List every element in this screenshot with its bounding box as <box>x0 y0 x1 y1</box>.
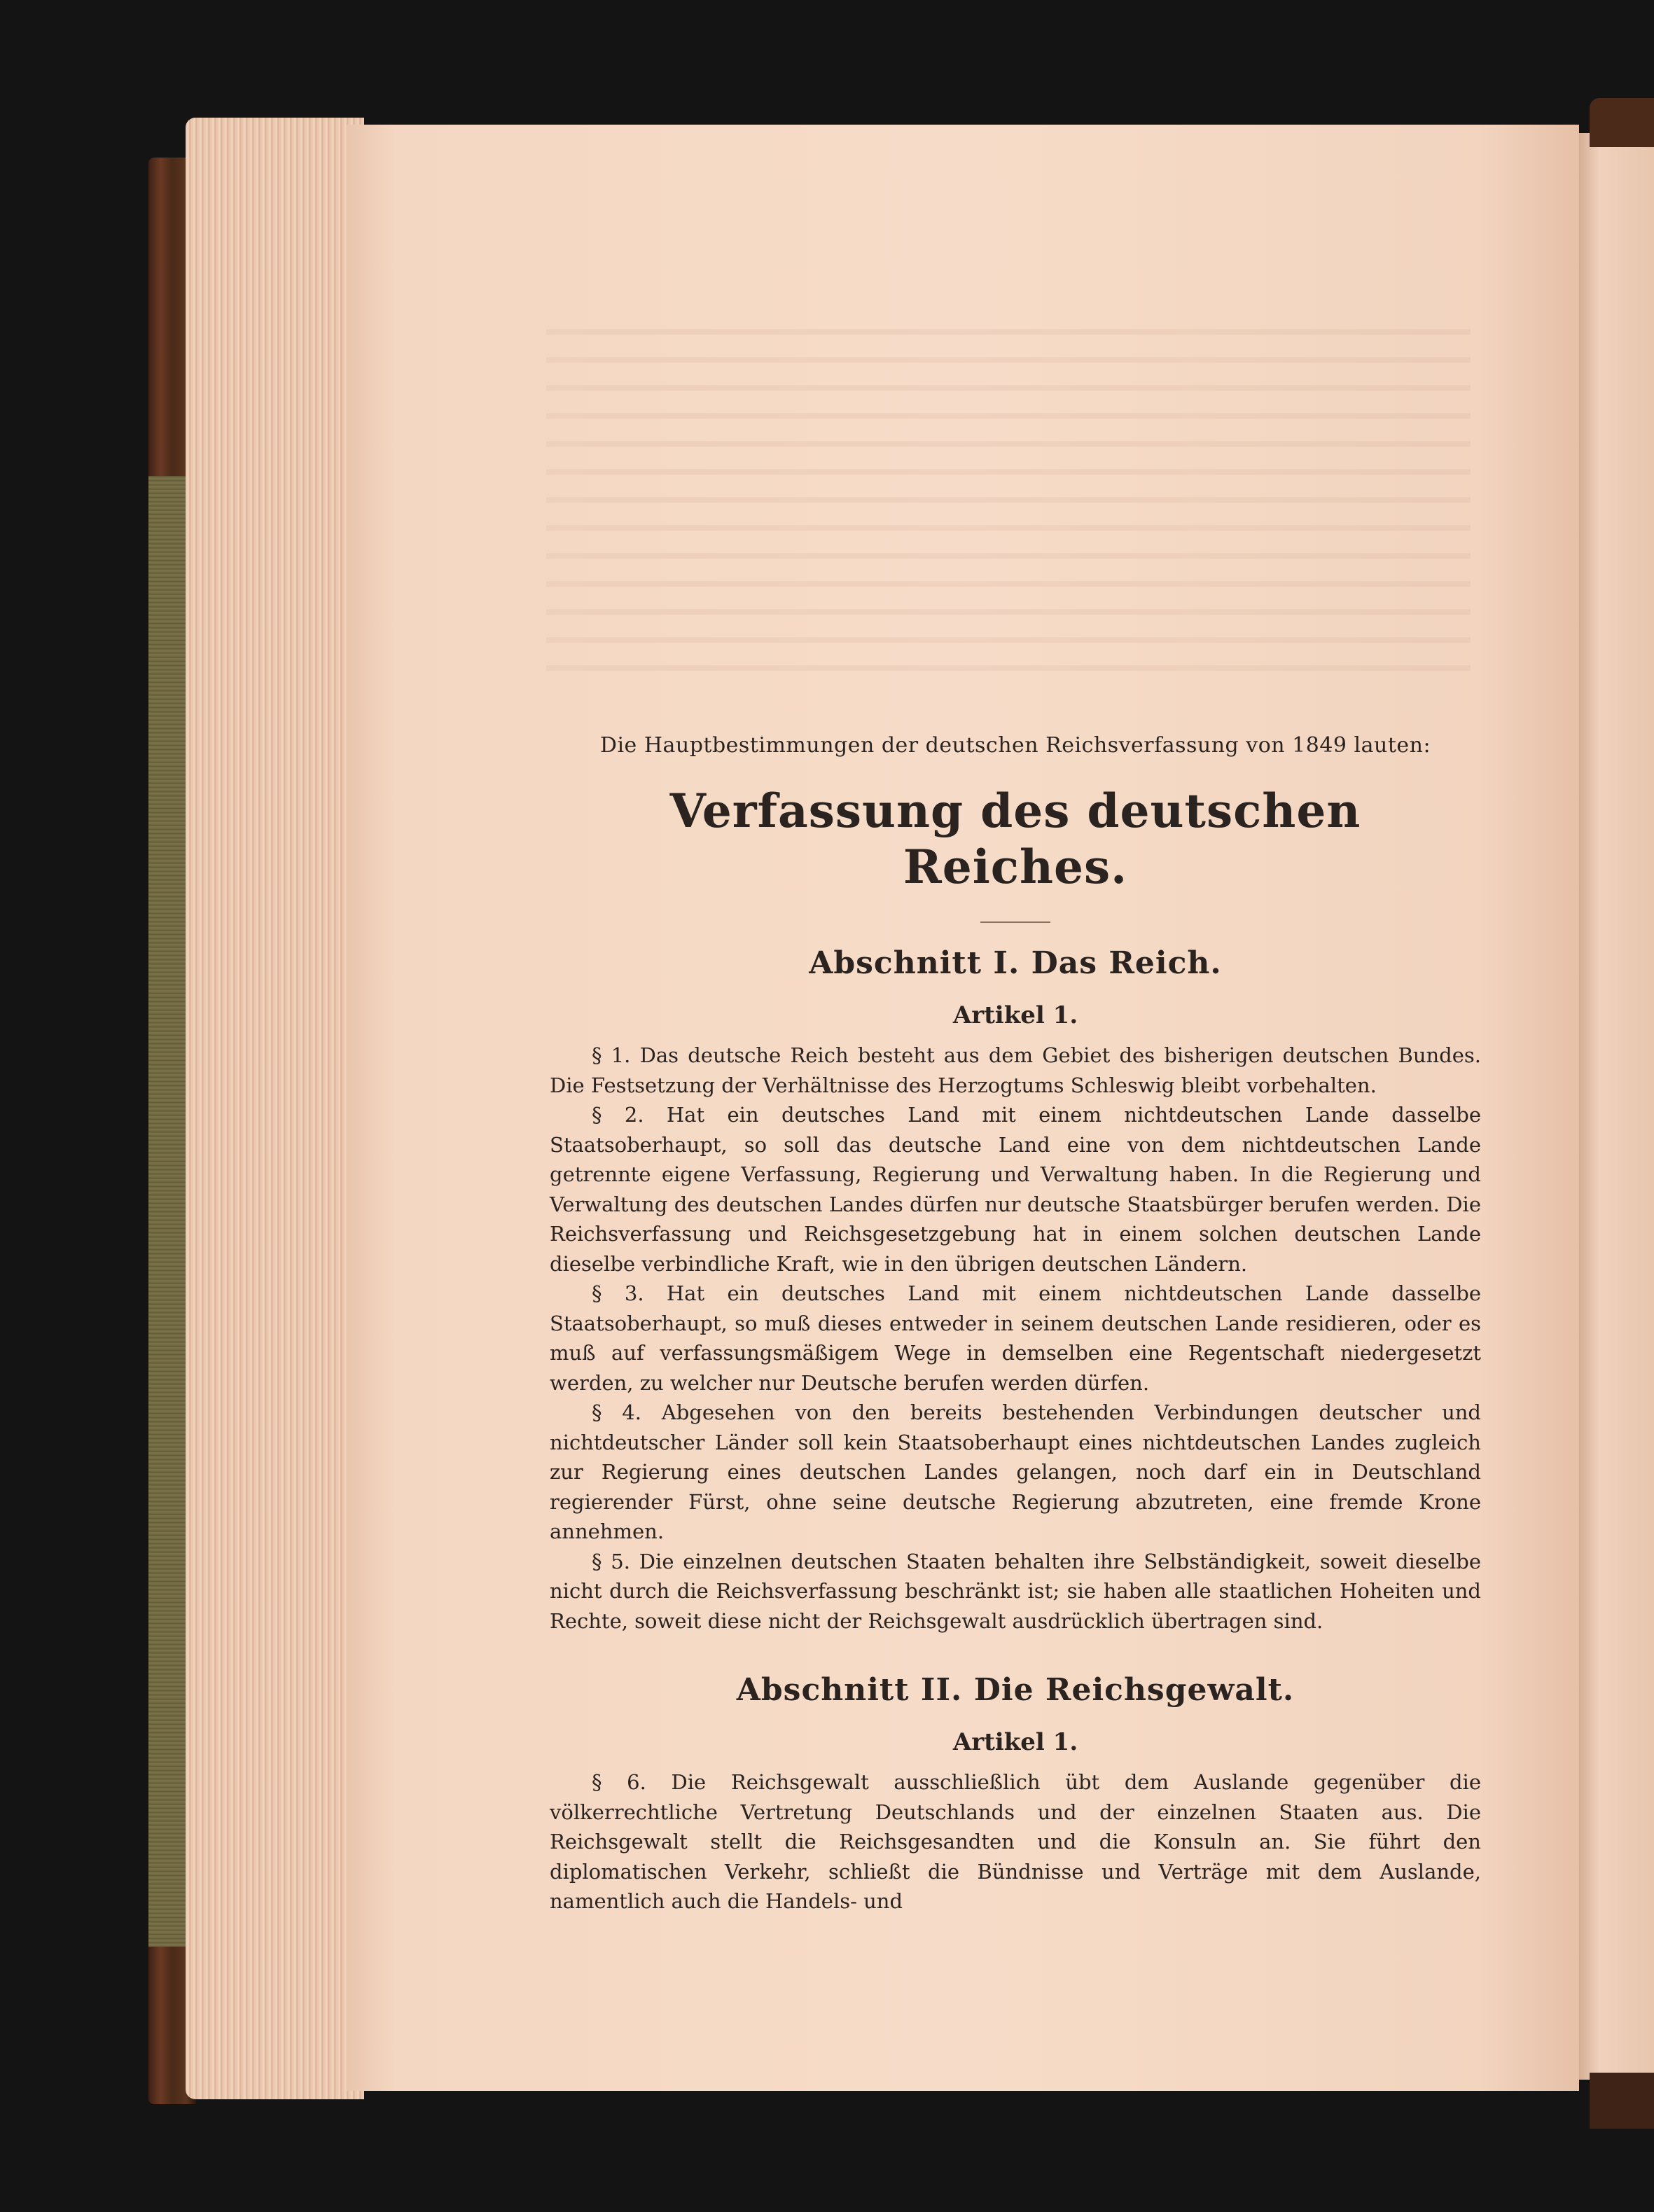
cover-corner-top <box>1590 98 1654 147</box>
page-content <box>550 728 1481 1917</box>
paragraph-2: § 2. Hat ein deutsches Land mit einem nichtdeutschen Lande dasselbe Staatsoberhaupt, so soll das deutsche Land eine von dem nichtdeutschen Lande getrennte eigene Verfassung, Regierung und Verwaltung haben. In die Regierung und Verwaltung des deutschen Landes dürfen nur deutsche Staatsbürger berufen werden. Die Reichsverfassung und Reichsgesetzgebung hat in einem solchen deutschen Lande dieselbe verbindliche Kraft, wie in den übrigen deutschen Ländern. <box>550 1103 1481 1276</box>
paragraph-4: § 4. Abgesehen von den bereits bestehenden Verbindungen deutscher und nichtdeutscher Länder soll kein Staatsoberhaupt eines nichtdeutschen Landes zugleich zur Regierung eines deutschen Landes gelangen, noch darf ein in Deutschland regierender Fürst, ohne seine deutsche Regierung abzutreten, eine fremde Krone annehmen. <box>550 1400 1481 1543</box>
spine-cloth <box>148 476 188 1947</box>
section-1 <box>550 944 1481 1636</box>
section-2 <box>550 1671 1481 1917</box>
cover-corner-bottom <box>1590 2073 1654 2129</box>
page-edges <box>186 118 364 2099</box>
article-heading: Artikel 1. <box>952 1728 1078 1756</box>
bleed-through-text <box>546 308 1471 686</box>
paragraph-6: § 6. Die Reichsgewalt ausschließlich übt dem Auslande gegenüber die völkerrechtliche Vertretung Deutschlands und der einzelnen Staaten aus. Die Reichsgewalt stellt die Reichsgesandten und die Konsuln an. Sie führt den diplomatischen Verkehr, schließt die Bündnisse und Verträge mit dem Auslande, namentlich auch die Handels- und <box>550 1770 1481 1913</box>
facing-page-edge <box>1576 133 1654 2080</box>
section-heading: Abschnitt I. Das Reich. <box>809 945 1222 981</box>
paragraph-1: § 1. Das deutsche Reich besteht aus dem Gebiet des bisherigen deutschen Bundes. Die Festsetzung der Verhältnisse des Herzogtums Schleswig bleibt vorbehalten. <box>550 1043 1481 1097</box>
title-divider <box>980 921 1050 923</box>
paragraph-3: § 3. Hat ein deutsches Land mit einem nichtdeutschen Lande dasselbe Staatsoberhaupt, so muß dieses entweder in seinem deutschen Lande residieren, oder es muß auf verfassungsmäßigem Wege in demselben eine Regentschaft niedergesetzt werden, zu welcher nur Deutsche berufen werden dürfen. <box>550 1281 1481 1395</box>
intro-line: Die Hauptbestimmungen der deutschen Reichsverfassung von 1849 lauten: <box>599 733 1431 758</box>
section-heading: Abschnitt II. Die Reichsgewalt. <box>736 1672 1295 1708</box>
article-heading: Artikel 1. <box>952 1001 1078 1029</box>
document-title: Verfassung des deutschen Reiches. <box>669 784 1361 894</box>
paragraph-5: § 5. Die einzelnen deutschen Staaten behalten ihre Selbständigkeit, soweit dieselbe nicht durch die Reichsverfassung beschränkt ist; sie haben alle staatlichen Hoheiten und Rechte, soweit diese nicht der Reichsgewalt ausdrücklich übertragen sind. <box>550 1549 1481 1633</box>
